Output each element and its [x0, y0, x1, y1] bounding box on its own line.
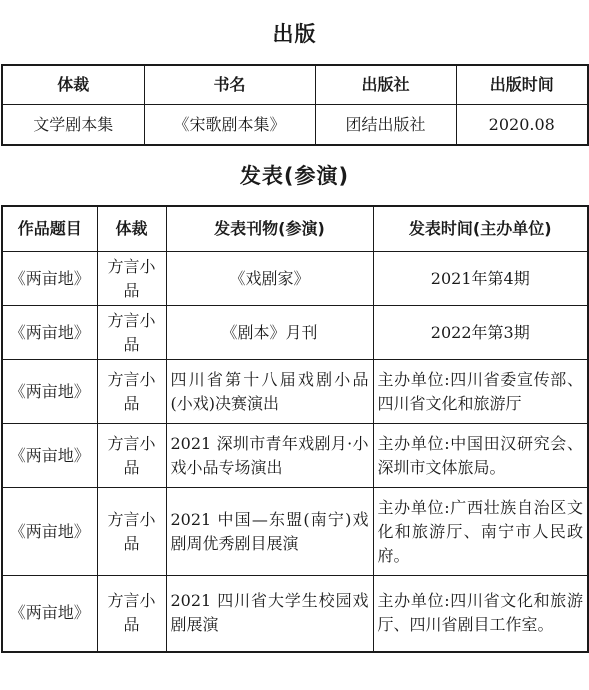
publisher-cell: 团结出版社: [315, 105, 456, 146]
performances-table: [1, 205, 589, 653]
work-title-cell: 《两亩地》: [2, 306, 97, 360]
work-title-cell: 《两亩地》: [2, 252, 97, 306]
column-header: 书名: [144, 65, 315, 105]
time-cell: 2022年第3期: [373, 306, 588, 360]
column-header: 发表时间(主办单位): [373, 206, 588, 252]
genre-cell: 方言小品: [97, 576, 166, 652]
genre-cell: 方言小品: [97, 424, 166, 488]
column-header: 发表刊物(参演): [166, 206, 373, 252]
column-header: 体裁: [2, 65, 144, 105]
time-cell: 主办单位:广西壮族自治区文化和旅游厅、南宁市人民政府。: [373, 488, 588, 576]
table-row: [2, 105, 588, 146]
time-cell: 主办单位:四川省委宣传部、四川省文化和旅游厅: [373, 360, 588, 424]
genre-cell: 方言小品: [97, 252, 166, 306]
work-title-cell: 《两亩地》: [2, 360, 97, 424]
genre-cell: 方言小品: [97, 360, 166, 424]
work-title-cell: 《两亩地》: [2, 424, 97, 488]
column-header: 出版社: [315, 65, 456, 105]
venue-cell: 2021 深圳市青年戏剧月·小戏小品专场演出: [166, 424, 373, 488]
work-title-cell: 《两亩地》: [2, 488, 97, 576]
venue-cell: 2021 中国—东盟(南宁)戏剧周优秀剧目展演: [166, 488, 373, 576]
venue-cell: 《戏剧家》: [166, 252, 373, 306]
column-header: 作品题目: [2, 206, 97, 252]
table-row: [2, 424, 588, 488]
venue-cell: 四川省第十八届戏剧小品(小戏)决赛演出: [166, 360, 373, 424]
table-header-row: [2, 65, 588, 105]
genre-cell: 文学剧本集: [2, 105, 144, 146]
genre-cell: 方言小品: [97, 306, 166, 360]
table-row: [2, 252, 588, 306]
section-title-publication: 出版: [272, 22, 317, 46]
book-title-cell: 《宋歌剧本集》: [144, 105, 315, 146]
time-cell: 主办单位:中国田汉研究会、深圳市文体旅局。: [373, 424, 588, 488]
table-row: [2, 488, 588, 576]
genre-cell: 方言小品: [97, 488, 166, 576]
publish-date-cell: 2020.08: [456, 105, 588, 146]
venue-cell: 2021 四川省大学生校园戏剧展演: [166, 576, 373, 652]
table-header-row: [2, 206, 588, 252]
publication-table: [1, 64, 589, 146]
time-cell: 主办单位:四川省文化和旅游厅、四川省剧目工作室。: [373, 576, 588, 652]
table-row: [2, 576, 588, 652]
column-header: 出版时间: [456, 65, 588, 105]
table-row: [2, 360, 588, 424]
table-row: [2, 306, 588, 360]
section-title-performances: 发表(参演): [239, 164, 350, 188]
column-header: 体裁: [97, 206, 166, 252]
work-title-cell: 《两亩地》: [2, 576, 97, 652]
venue-cell: 《剧本》月刊: [166, 306, 373, 360]
time-cell: 2021年第4期: [373, 252, 588, 306]
